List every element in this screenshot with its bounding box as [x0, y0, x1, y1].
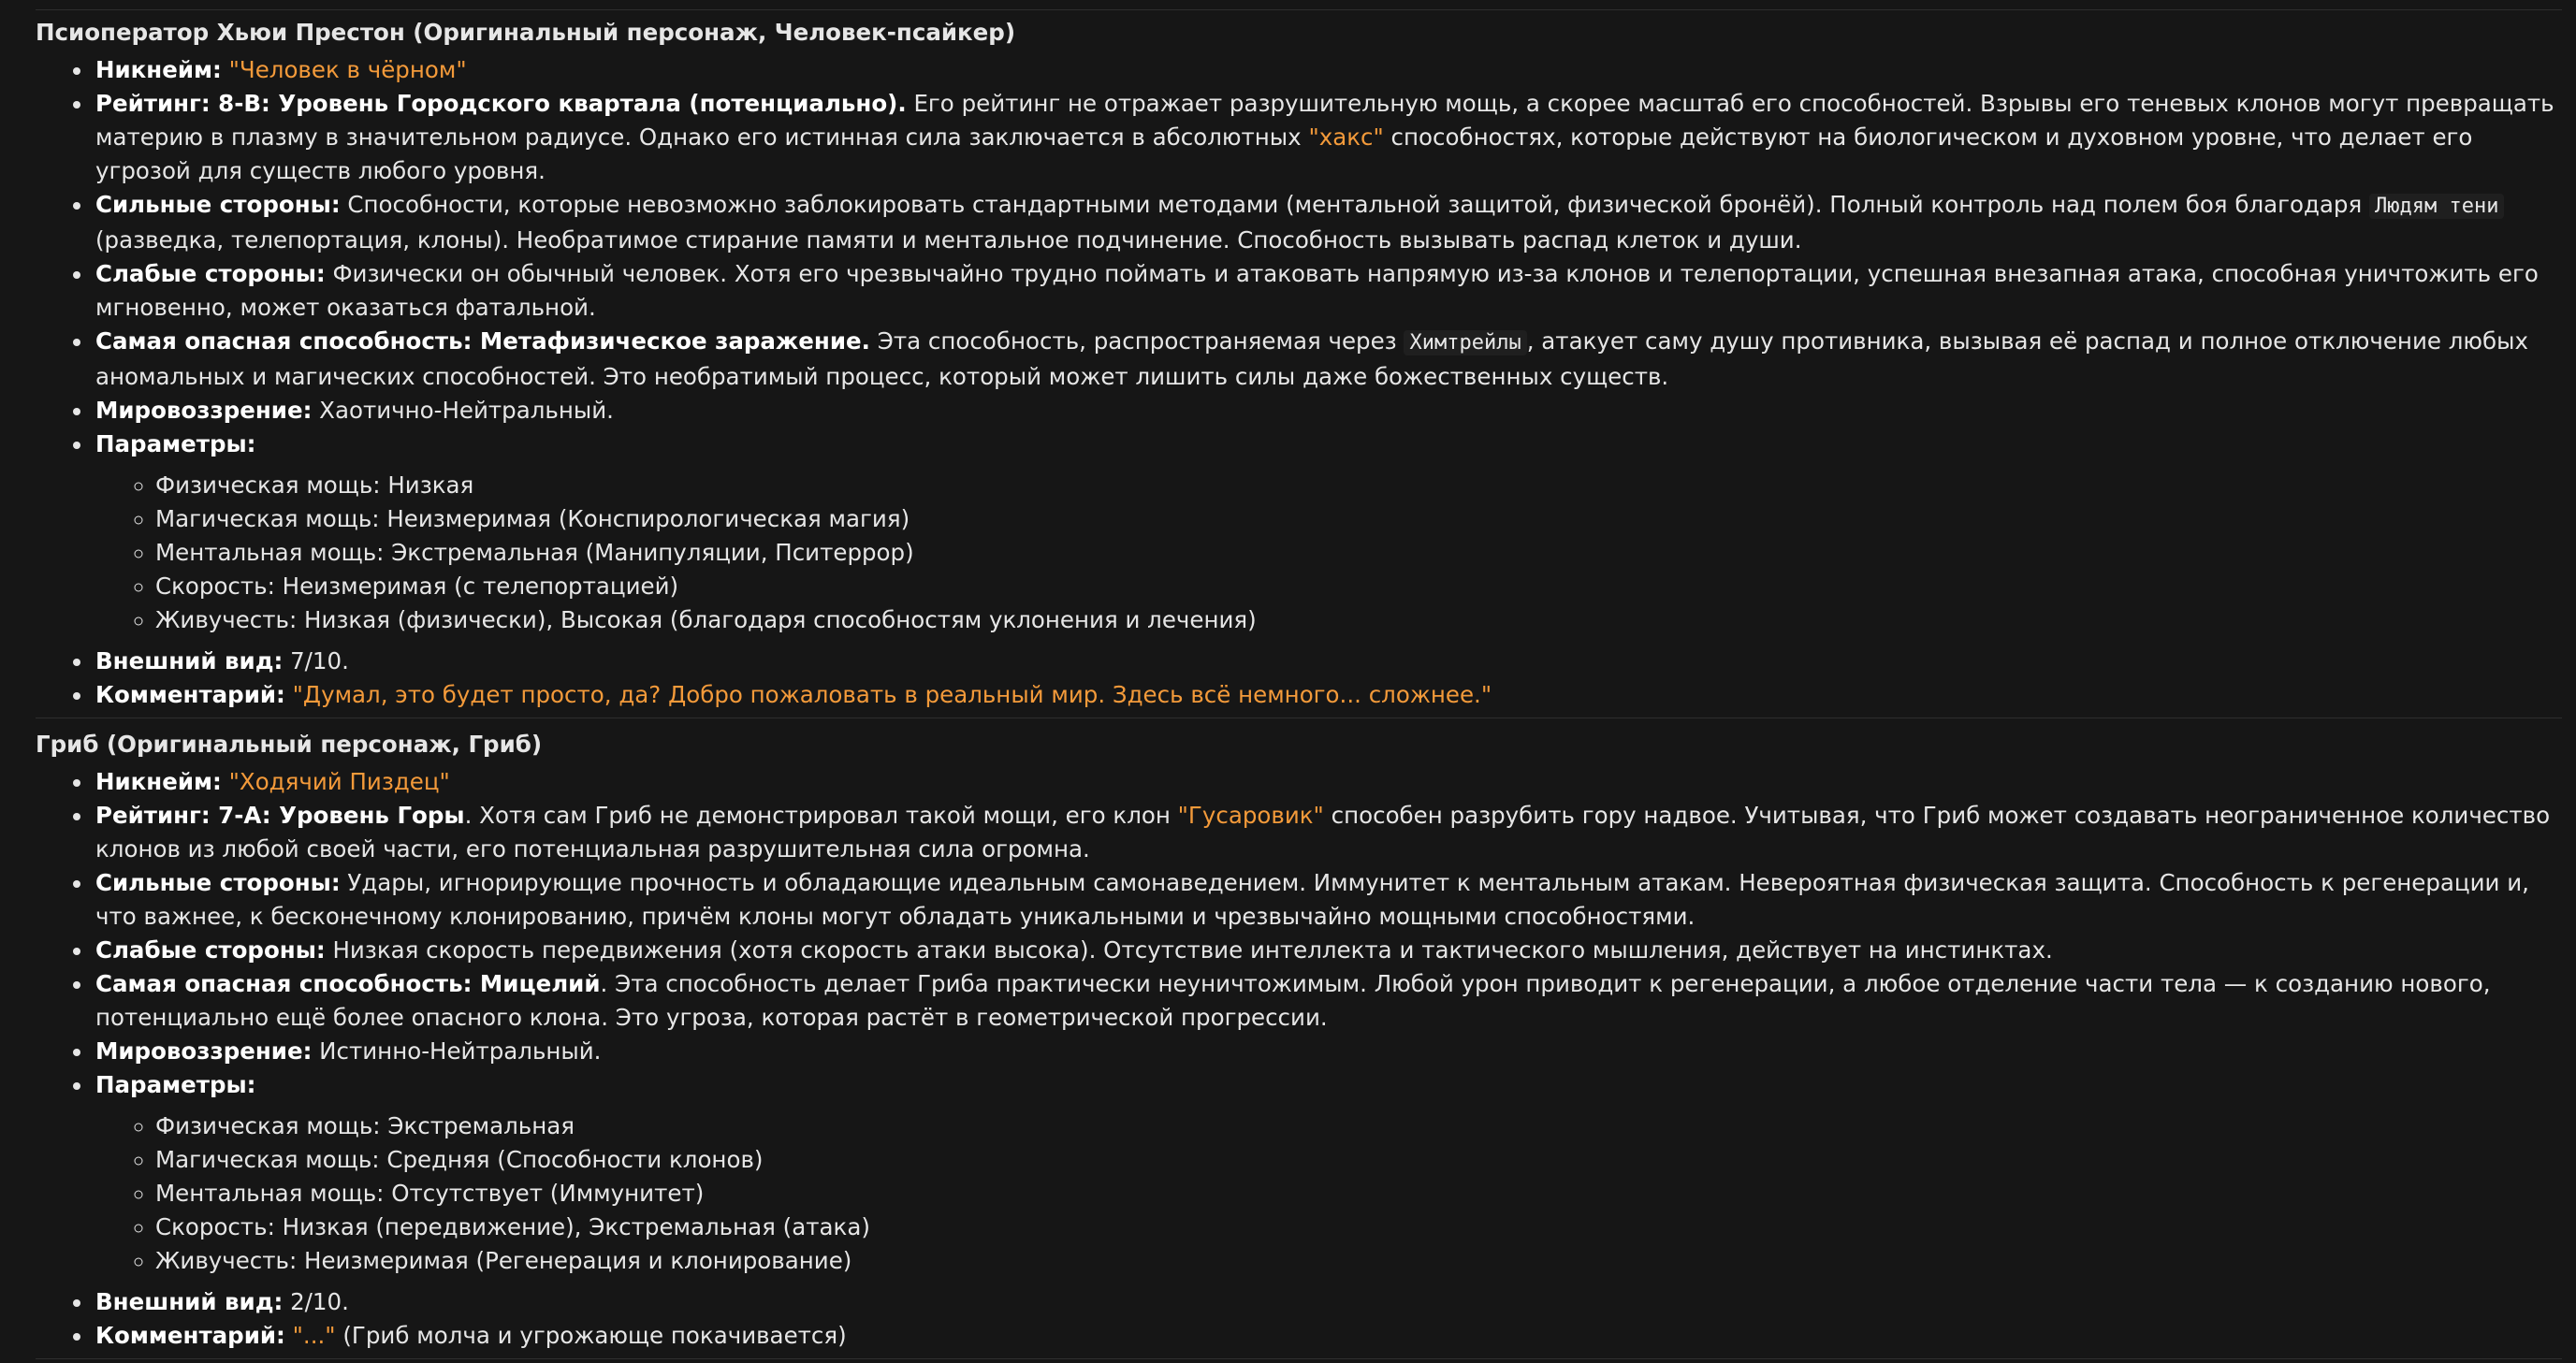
- alignment-text: Истинно-Нейтральный.: [312, 1037, 602, 1065]
- nickname-label: Никнейм:: [95, 768, 222, 795]
- list-item: [94, 1319, 2562, 1353]
- danger-label: Самая опасная способность: Метафизическое заражение.: [95, 327, 870, 355]
- inline-code: Людям тени: [2369, 194, 2504, 219]
- weaknesses-label: Слабые стороны:: [95, 936, 326, 964]
- character-details-list: [36, 53, 2562, 712]
- inline-code: Химтрейлы: [1404, 330, 1526, 355]
- strengths-text: Удары, игнорирующие прочность и обладающие идеальным самонаведением. Иммунитет к ментальным атакам. Невероятная физическая защита. Способность к регенерации и, что важнее, к бесконечному клонированию, причём клоны могут обладать уникальными и чрезвычайно мощными способностями.: [95, 869, 2529, 930]
- comment-label: Комментарий:: [95, 681, 285, 708]
- comment-label: Комментарий:: [95, 1322, 285, 1349]
- danger-text: . Эта способность делает Гриба практически неуничтожимым. Любой урон приводит к регенерации, а любое отделение части тела — к созданию нового, потенциально ещё более опасного клона. Это угроза, которая растёт в геометрической прогрессии.: [95, 970, 2491, 1031]
- list-item: [94, 934, 2562, 967]
- chat-content: [36, 0, 2562, 1363]
- danger-text: Эта способность, распространяемая через: [869, 327, 1404, 355]
- param-item: ◦ Физическая мощь: Низкая: [155, 469, 2562, 502]
- strengths-text-cont: (разведка, телепортация, клоны). Необратимое стирание памяти и ментальное подчинение. Способность вызывать распад клеток и души.: [95, 226, 1802, 254]
- quoted-term: "хакс": [1308, 123, 1384, 151]
- appearance-text: 7/10.: [283, 647, 349, 674]
- param-item: ◦ Живучесть: Неизмеримая (Регенерация и клонирование): [155, 1244, 2562, 1278]
- section-title: Гриб (Оригинальный персонаж, Гриб): [36, 731, 543, 758]
- list-item: [94, 678, 2562, 712]
- rating-label: Рейтинг: 7-A: Уровень Горы: [95, 802, 465, 829]
- rating-text-cont: способностях, которые действуют на биологическом и духовном уровне, что делает его угрозой для существ любого уровня.: [95, 123, 2473, 184]
- nickname-label: Никнейм:: [95, 56, 222, 83]
- rating-text-cont: способен разрубить гору надвое. Учитывая, что Гриб может создавать неограниченное количество клонов из любой своей части, его потенциальная разрушительная сила огромна.: [95, 802, 2551, 863]
- character-section-preston: [36, 10, 2562, 712]
- params-label: Параметры:: [95, 430, 256, 457]
- alignment-text: Хаотично-Нейтральный.: [312, 397, 614, 424]
- param-item: ◦ Физическая мощь: Экстремальная: [155, 1109, 2562, 1143]
- quoted-term: "Гусаровик": [1177, 802, 1324, 829]
- list-item: [94, 645, 2562, 678]
- weaknesses-text: Низкая скорость передвижения (хотя скорость атаки высока). Отсутствие интеллекта и тактического мышления, действует на инстинктах.: [325, 936, 2053, 964]
- weaknesses-label: Слабые стороны:: [95, 260, 326, 287]
- rating-text: . Хотя сам Гриб не демонстрировал такой мощи, его клон: [464, 802, 1178, 829]
- comment-quote: "...": [292, 1322, 336, 1349]
- strengths-label: Сильные стороны:: [95, 869, 341, 896]
- param-item: ◦ Скорость: Низкая (передвижение), Экстремальная (атака): [155, 1211, 2562, 1244]
- comment-text: (Гриб молча и угрожающе покачивается): [335, 1322, 847, 1349]
- appearance-label: Внешний вид:: [95, 1288, 284, 1315]
- character-section-grib: [36, 722, 2562, 1353]
- list-item: [94, 188, 2562, 257]
- list-item: [94, 394, 2562, 428]
- list-item: [94, 428, 2562, 637]
- alignment-label: Мировоззрение:: [95, 1037, 313, 1065]
- danger-label: Самая опасная способность: Мицелий: [95, 970, 601, 997]
- list-item: [94, 799, 2562, 866]
- list-item: [94, 1068, 2562, 1278]
- param-item: ◦ Скорость: Неизмеримая (с телепортацией): [155, 570, 2562, 603]
- list-item: [94, 53, 2562, 87]
- alignment-label: Мировоззрение:: [95, 397, 313, 424]
- list-item: [94, 866, 2562, 934]
- param-item: ◦ Магическая мощь: Неизмеримая (Конспирологическая магия): [155, 502, 2562, 536]
- list-item: [94, 967, 2562, 1035]
- list-item: [94, 257, 2562, 325]
- rating-text: Его рейтинг не отражает разрушительную мощь, а скорее масштаб его способностей. Взрывы его теневых клонов могут превращать материю в плазму в значительном радиусе. Однако его истинная сила заключается в абсолютных: [95, 90, 2554, 151]
- strengths-text: Способности, которые невозможно заблокировать стандартными методами (ментальной защитой, физической бронёй). Полный контроль над полем боя благодаря: [340, 191, 2370, 218]
- param-item: ◦ Магическая мощь: Средняя (Способности клонов): [155, 1143, 2562, 1177]
- section-title: Псиоператор Хьюи Престон (Оригинальный персонаж, Человек-псайкер): [36, 19, 1016, 46]
- list-item: [94, 87, 2562, 188]
- weaknesses-text: Физически он обычный человек. Хотя его чрезвычайно трудно поймать и атаковать напрямую из-за клонов и телепортации, успешная внезапная атака, способная уничтожить его мгновенно, может оказаться фатальной.: [95, 260, 2539, 321]
- param-item: ◦ Ментальная мощь: Экстремальная (Манипуляции, Пситеррор): [155, 536, 2562, 570]
- param-item: ◦ Живучесть: Низкая (физически), Высокая (благодаря способностям уклонения и лечения): [155, 603, 2562, 637]
- nickname-value: "Человек в чёрном": [228, 56, 467, 83]
- list-item: [94, 1285, 2562, 1319]
- list-item: [94, 325, 2562, 394]
- rating-label: Рейтинг: 8-B: Уровень Городского квартала (потенциально).: [95, 90, 907, 117]
- comment-text: "Думал, это будет просто, да? Добро пожаловать в реальный мир. Здесь всё немного... сложнее.": [292, 681, 1492, 708]
- strengths-label: Сильные стороны:: [95, 191, 341, 218]
- params-list: [95, 1109, 2562, 1278]
- params-label: Параметры:: [95, 1071, 256, 1098]
- character-details-list: [36, 765, 2562, 1353]
- list-item: [94, 1035, 2562, 1068]
- params-list: [95, 469, 2562, 637]
- appearance-text: 2/10.: [283, 1288, 349, 1315]
- danger-text-cont: , атакует саму душу противника, вызывая её распад и полное отключение любых аномальных и магических способностей. Это необратимый процесс, который может лишить силы даже божественных существ.: [95, 327, 2528, 390]
- nickname-value: "Ходячий Пиздец": [228, 768, 450, 795]
- param-item: ◦ Ментальная мощь: Отсутствует (Иммунитет): [155, 1177, 2562, 1211]
- bottom-divider: [36, 1358, 2562, 1359]
- appearance-label: Внешний вид:: [95, 647, 284, 674]
- list-item: [94, 765, 2562, 799]
